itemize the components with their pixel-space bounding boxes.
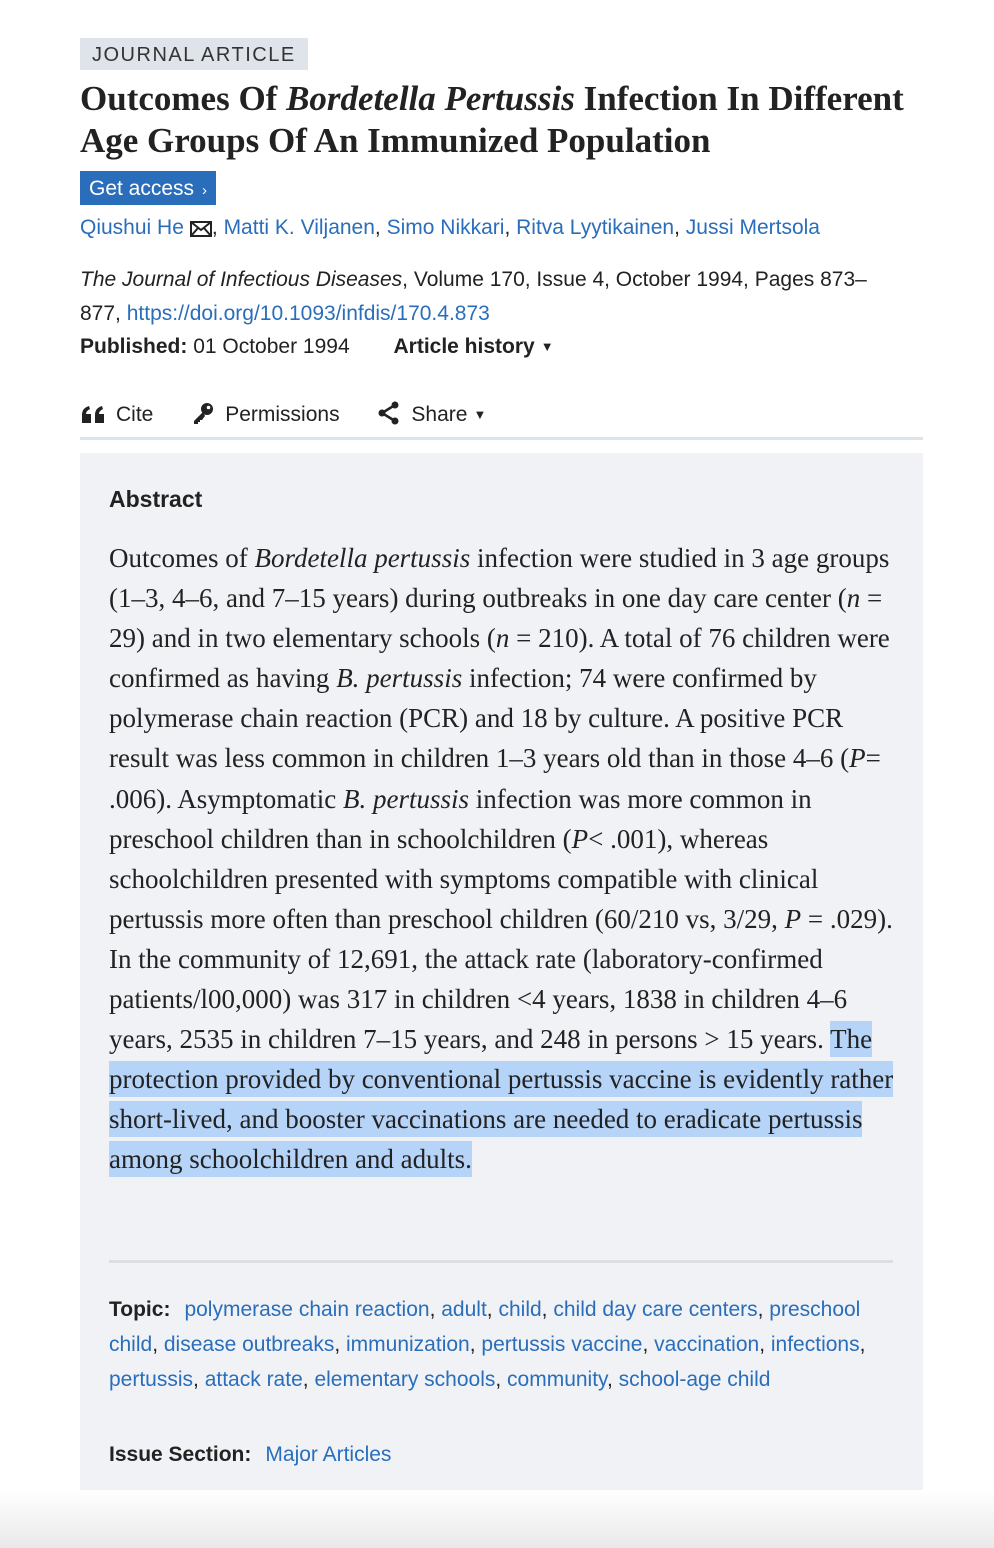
- topic-link[interactable]: vaccination: [654, 1333, 760, 1356]
- topic-link[interactable]: infections: [770, 1333, 860, 1356]
- abstract-segment: = .006). Asymptomatic: [109, 743, 881, 814]
- publication-row: [80, 332, 554, 362]
- abstract-text: [109, 538, 899, 1180]
- topic-link[interactable]: polymerase chain reaction: [184, 1298, 430, 1321]
- chevron-right-icon: ›: [202, 182, 208, 199]
- topic-link[interactable]: pertussis vaccine: [481, 1333, 643, 1356]
- topics-label: Topic:: [109, 1298, 171, 1321]
- article-history-label: Article history: [393, 335, 535, 358]
- topic-link[interactable]: community: [507, 1368, 607, 1391]
- topic-link[interactable]: child: [498, 1298, 542, 1321]
- topic-link[interactable]: attack rate: [204, 1368, 303, 1391]
- window-bottom-shadow: [0, 1490, 994, 1548]
- abstract-segment: infection; 74 were confirmed by polymerase chain reaction (PCR) and 18 by culture. A positive PCR result was less common in children 1–3 years old than in those 4–6 (: [109, 663, 850, 774]
- abstract-heading: Abstract: [109, 486, 203, 512]
- published-label: Published:: [80, 335, 188, 358]
- abstract-segment: = .029). In the community of 12,691, the attack rate (laboratory-confirmed patients/l00,000) was 317 in children <4 years, 1838 in children 4–6 years, 2535 in children 7–15 years, and 248 in persons > 15 years.: [109, 903, 893, 1055]
- article-tools: [80, 398, 518, 432]
- issue-section-label: Issue Section:: [109, 1443, 252, 1466]
- permissions-label: Permissions: [225, 403, 340, 426]
- get-access-label: Get access: [89, 177, 195, 200]
- abstract-segment: Outcomes of: [109, 543, 255, 573]
- topic-link[interactable]: child day care centers: [553, 1298, 758, 1321]
- doi-link[interactable]: https://doi.org/10.1093/infdis/170.4.873: [126, 302, 490, 325]
- topic-link[interactable]: immunization: [346, 1333, 470, 1356]
- mail-icon[interactable]: [190, 216, 212, 246]
- title-italic-species: Bordetella Pertussis: [286, 79, 575, 118]
- abstract-segment: n: [846, 583, 861, 614]
- journal-name: The Journal of Infectious Diseases: [80, 268, 403, 291]
- topic-link[interactable]: disease outbreaks: [163, 1333, 335, 1356]
- abstract-selected-text: The protection provided by conventional pertussis vaccine is evidently rather short-lived, and booster vaccinations are needed to eradicate pertussis among schoolchildren and adults.: [109, 1021, 893, 1177]
- author-separator: ,: [674, 216, 686, 239]
- author-separator: ,: [211, 216, 224, 239]
- abstract-segment: B. pertussis: [342, 783, 469, 814]
- title-part-2: Infection In Different Age Groups Of An Immunized Population: [80, 79, 904, 160]
- author-list: [80, 213, 820, 246]
- topic-link[interactable]: preschool child: [109, 1298, 861, 1356]
- abstract-segment: = 210). A total of 76 children were confirmed as having: [109, 623, 890, 694]
- published-date: 01 October 1994: [193, 335, 350, 358]
- abstract-segment: P: [571, 823, 589, 854]
- abstract-segment: Bordetella pertussis: [254, 543, 471, 573]
- author-link[interactable]: Matti K. Viljanen: [223, 216, 375, 239]
- author-link[interactable]: Jussi Mertsola: [685, 216, 820, 239]
- key-icon: [191, 401, 215, 425]
- quote-icon: [80, 405, 106, 425]
- caret-down-icon: ▼: [473, 407, 487, 422]
- author-link[interactable]: Qiushui He: [80, 216, 184, 239]
- share-button[interactable]: [377, 398, 486, 432]
- abstract-segment: = 29) and in two elementary schools (: [109, 583, 883, 654]
- share-label: Share: [411, 403, 468, 426]
- title-part-1: Outcomes Of: [80, 79, 287, 118]
- author-link[interactable]: Ritva Lyytikainen: [516, 216, 675, 239]
- abstract-segment: < .001), whereas schoolchildren presented with symptoms compatible with clinical pertussis more often than preschool children (60/210 vs, 3/29,: [109, 823, 819, 934]
- author-separator: ,: [504, 216, 517, 239]
- cite-label: Cite: [116, 403, 154, 426]
- divider: [109, 1260, 893, 1263]
- abstract-panel: [80, 453, 923, 1500]
- abstract-segment: B. pertussis: [336, 663, 463, 694]
- issue-section-link[interactable]: Major Articles: [265, 1443, 392, 1466]
- abstract-segment: infection were studied in 3 age groups (1–3, 4–6, and 7–15 years) during outbreaks in one day care center (: [109, 543, 890, 614]
- abstract-segment: n: [495, 623, 510, 654]
- get-access-button[interactable]: [80, 171, 216, 205]
- author-separator: ,: [374, 216, 387, 239]
- share-icon: [377, 401, 401, 425]
- divider: [80, 437, 923, 440]
- author-link[interactable]: Simo Nikkari: [386, 216, 505, 239]
- topic-link[interactable]: school-age child: [618, 1368, 771, 1391]
- permissions-button[interactable]: [191, 398, 339, 432]
- citation-details: , Volume 170, Issue 4, October 1994, Pages 873–877,: [80, 268, 867, 325]
- topics: [109, 1292, 899, 1397]
- topic-link[interactable]: pertussis: [109, 1368, 194, 1391]
- abstract-segment: P: [849, 743, 866, 774]
- topic-link[interactable]: adult: [441, 1298, 487, 1321]
- cite-button[interactable]: [80, 398, 153, 432]
- caret-down-icon: ▼: [540, 339, 554, 354]
- abstract-segment: P: [784, 903, 802, 934]
- issue-section: [109, 1440, 391, 1470]
- topic-list: polymerase chain reaction, adult, child, child day care centers, preschool child, disease outbreaks, immunization, pertussis vaccine, vaccination, infections, pertussis, attack rate, elementary schools, community, school-age child: [109, 1298, 866, 1391]
- article-history-toggle[interactable]: [393, 335, 553, 358]
- abstract-segment: infection was more common in preschool children than in schoolchildren (: [109, 783, 812, 854]
- topic-link[interactable]: elementary schools: [314, 1368, 496, 1391]
- article-title: [80, 78, 960, 162]
- citation: [80, 263, 900, 331]
- article-type-badge: JOURNAL ARTICLE: [80, 38, 308, 70]
